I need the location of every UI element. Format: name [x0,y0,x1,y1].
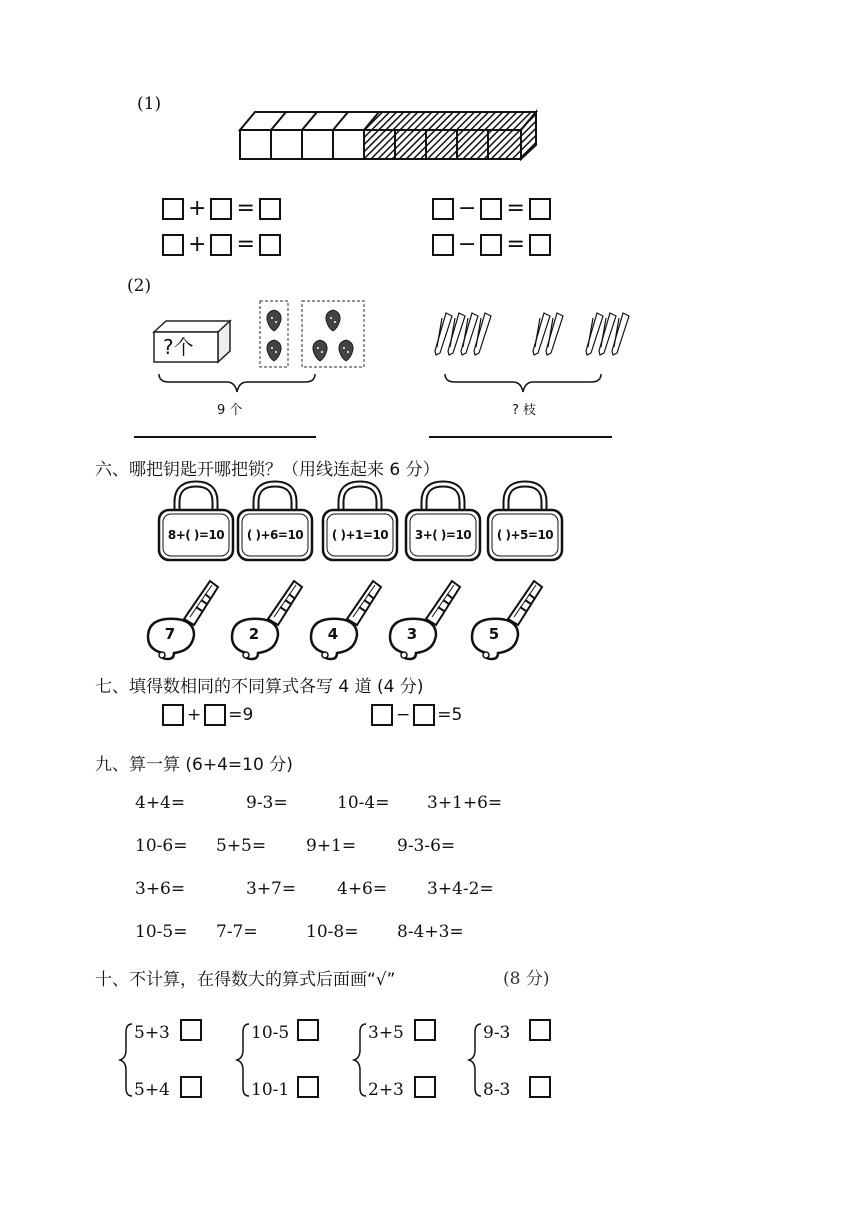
lock-icon [321,480,399,564]
calc-problem[interactable]: 3+4-2= [427,879,494,899]
check-box[interactable] [529,1019,551,1041]
addition-equation-row-2 [162,232,281,257]
lock[interactable] [321,480,399,568]
compare-expression: 5+3 [134,1023,170,1043]
subtraction-equation-row-1 [432,196,551,221]
strawberry-icon [326,310,340,331]
answer-box[interactable] [529,234,551,256]
right-brace [443,372,605,402]
equals-sign: = [236,196,255,221]
answer-box[interactable] [529,198,551,220]
answer-box[interactable] [432,198,454,220]
check-box[interactable] [297,1019,319,1041]
curly-brace-icon [352,1020,368,1100]
answer-line-right[interactable] [429,436,612,438]
calc-problem[interactable]: 9-3-6= [397,836,456,856]
curly-brace-icon [118,1020,134,1100]
lock-equation: ( )+1=10 [331,528,389,542]
answer-box[interactable] [259,198,281,220]
answer-box[interactable] [259,234,281,256]
section7-title: 七、填得数相同的不同算式各写 4 道 (4 分) [95,677,424,697]
left-brace [157,372,317,402]
calc-problem[interactable]: 9+1= [306,836,357,856]
compare-expression: 8-3 [483,1080,511,1100]
lock[interactable] [157,480,235,568]
key-icon [307,575,387,661]
lock-icon [157,480,235,564]
curly-brace-icon [235,1020,251,1100]
lock-equation: 8+( )=10 [167,528,225,542]
answer-box[interactable] [210,198,232,220]
strawberry-icon [267,340,281,361]
part1-label: (1) [137,94,162,114]
plus-sign: + [187,705,202,725]
equals-sign: = [506,196,525,221]
left-brace-label: 9 个 [217,403,243,418]
lock[interactable] [404,480,482,568]
answer-box[interactable] [432,234,454,256]
key-number: 3 [406,625,418,643]
answer-box[interactable] [480,198,502,220]
compare-expression: 10-5 [251,1023,290,1043]
lock-icon [486,480,564,564]
section9-title: 九、算一算 (6+4=10 分) [95,755,293,775]
answer-box[interactable] [210,234,232,256]
minus-sign: − [396,705,411,725]
answer-box[interactable] [204,704,226,726]
equals-nine: =9 [228,705,254,725]
answer-box[interactable] [162,234,184,256]
lock-equation: ( )+6=10 [246,528,304,542]
key-number: 4 [327,625,339,643]
curly-brace-icon [467,1020,483,1100]
calc-problem[interactable]: 7-7= [216,922,258,942]
check-box[interactable] [414,1076,436,1098]
check-box[interactable] [414,1019,436,1041]
key-number: 5 [488,625,500,643]
check-box[interactable] [180,1076,202,1098]
key-icon [228,575,308,661]
key-number: 2 [248,625,260,643]
calc-problem[interactable]: 5+5= [216,836,267,856]
subtraction-equation-row-2 [432,232,551,257]
check-box[interactable] [180,1019,202,1041]
calc-problem[interactable]: 4+6= [337,879,388,899]
addition-equation-row-1 [162,196,281,221]
minus-sign: − [458,196,477,221]
calc-problem[interactable]: 10-5= [135,922,188,942]
answer-line-left[interactable] [134,436,316,438]
equals-sign: = [506,232,525,257]
key[interactable] [228,575,308,665]
plus-sign: + [188,196,207,221]
compare-expression: 3+5 [368,1023,404,1043]
calc-problem[interactable]: 10-6= [135,836,188,856]
strawberry-icon [339,340,353,361]
key[interactable] [386,575,466,665]
diff-five-template [371,704,462,726]
compare-expression: 9-3 [483,1023,511,1043]
lock-icon [404,480,482,564]
key[interactable] [144,575,224,665]
calc-problem[interactable]: 10-4= [337,793,390,813]
equals-five: =5 [437,705,463,725]
lock[interactable] [236,480,314,568]
lock-icon [236,480,314,564]
answer-box[interactable] [162,704,184,726]
key-icon [386,575,466,661]
compare-expression: 5+4 [134,1080,170,1100]
check-box[interactable] [529,1076,551,1098]
right-brace-label: ? 枝 [512,403,537,418]
calc-problem[interactable]: 3+7= [246,879,297,899]
strawberry-groups [256,298,366,370]
key-icon [468,575,548,661]
calc-problem[interactable]: 10-8= [306,922,359,942]
pencil-groups [432,305,642,365]
calc-problem[interactable]: 9-3= [246,793,288,813]
equals-sign: = [236,232,255,257]
part2-label: (2) [127,276,152,296]
lock[interactable] [486,480,564,568]
key-number: 7 [164,625,176,643]
calc-problem[interactable]: 3+1+6= [427,793,503,813]
compare-expression: 10-1 [251,1080,290,1100]
key[interactable] [307,575,387,665]
check-box[interactable] [297,1076,319,1098]
hidden-box-label: ?个 [163,335,194,359]
section10-title: 十、不计算，在得数大的算式后面画“√” [95,970,396,990]
answer-box[interactable] [371,704,393,726]
answer-box[interactable] [480,234,502,256]
calc-problem[interactable]: 8-4+3= [397,922,464,942]
answer-box[interactable] [413,704,435,726]
compare-expression: 2+3 [368,1080,404,1100]
sum-nine-template [162,704,253,726]
section6-title: 六、哪把钥匙开哪把锁？（用线连起来 6 分） [95,460,440,480]
key-icon [144,575,224,661]
plus-sign: + [188,232,207,257]
lock-equation: ( )+5=10 [496,528,554,542]
calc-problem[interactable]: 4+4= [135,793,186,813]
calc-problem[interactable]: 3+6= [135,879,186,899]
strawberry-icon [267,310,281,331]
block-bar-illustration [238,107,538,162]
key[interactable] [468,575,548,665]
lock-equation: 3+( )=10 [414,528,472,542]
minus-sign: − [458,232,477,257]
strawberry-icon [313,340,327,361]
answer-box[interactable] [162,198,184,220]
section10-score: (8 分) [503,969,550,989]
